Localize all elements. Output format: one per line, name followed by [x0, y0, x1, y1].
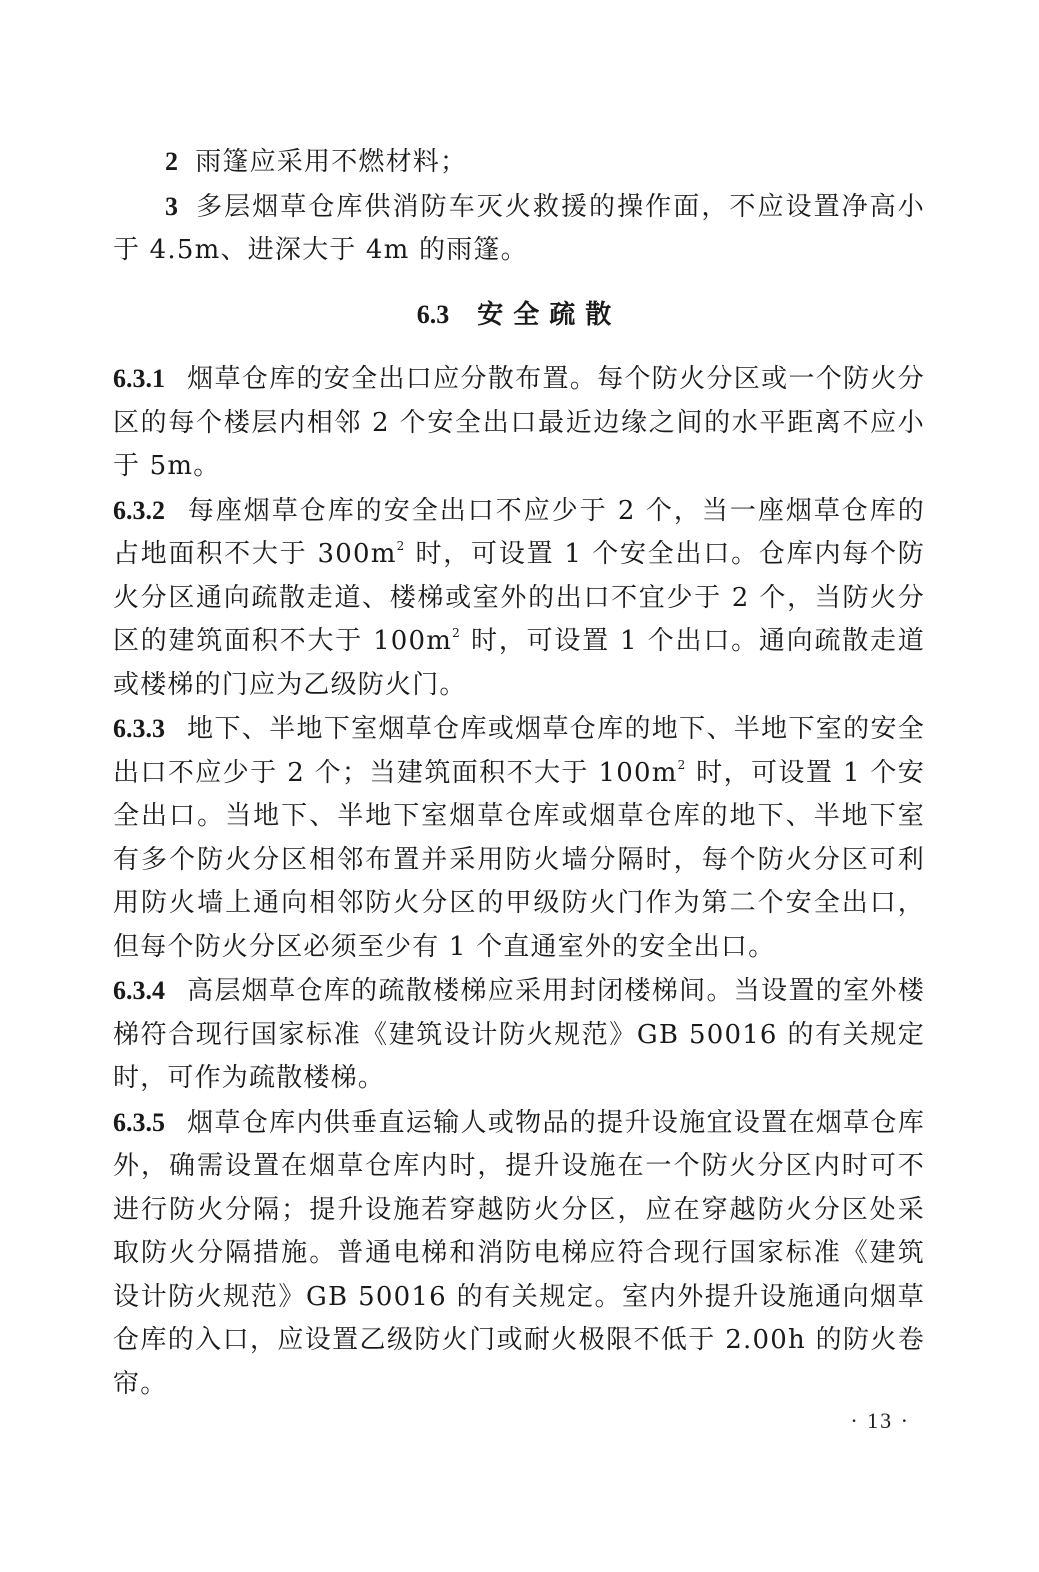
clause-number: 6.3.2: [113, 495, 165, 525]
clause-number: 6.3.4: [113, 976, 165, 1005]
clause-number: 6.3.1: [113, 364, 165, 393]
superscript: 2: [452, 626, 461, 640]
superscript: 2: [677, 757, 687, 772]
section-title: 安全疏散: [477, 299, 622, 330]
item-text: 雨篷应采用不燃材料；: [195, 147, 468, 177]
clause-text: 烟草仓库内供垂直运输人或物品的提升设施宜设置在烟草仓库外，确需设置在烟草仓库内时，提升设施在一个防火分区内时可不进行防火分隔；提升设施若穿越防火分区，应在穿越防火分区处采取防火分隔措施。普通电梯和消防电梯应符合现行国家标准《建筑设计防火规范》GB 50016 的有关规定。室内外提升设施通向烟草仓库的入口，应设置乙级防火门或耐火极限不低于 2.00h 的防火卷帘。: [113, 1107, 925, 1399]
clause-6-3-3: [113, 707, 925, 969]
page-number: · 13 ·: [850, 1408, 910, 1433]
clause-text-part: 每座烟草仓库的安全出口不应少于 2 个，当一座烟草仓库的占地面积不大于 300m: [113, 495, 925, 569]
clause-number: 6.3.5: [113, 1107, 165, 1137]
list-item: [113, 140, 925, 185]
list-item: [113, 185, 925, 273]
item-number: 2: [165, 147, 180, 176]
clause-text-part: 时，可设置 1 个安全出口。仓库内每个防火分区通向疏散走道、楼梯或室外的出口不宜少于 2 个，当防火分区的建筑面积不大于 100m: [113, 539, 925, 656]
clause-6-3-2: [113, 489, 925, 708]
clause-6-3-1: [113, 357, 925, 489]
section-number: 6.3: [416, 299, 450, 329]
item-number: 3: [165, 191, 180, 221]
clause-text-part: 时，可设置 1 个出口。通向疏散走道或楼梯的门应为乙级防火门。: [113, 626, 925, 700]
clause-6-3-5: [113, 1101, 925, 1407]
clause-6-3-4: [113, 969, 925, 1101]
clause-text-part: 地下、半地下室烟草仓库或烟草仓库的地下、半地下室的安全出口不应少于 2 个；当建筑面积不大于 100m: [113, 714, 925, 788]
clause-text-part: 时，可设置 1 个安全出口。当地下、半地下室烟草仓库或烟草仓库的地下、半地下室有多个防火分区相邻布置并采用防火墙分隔时，每个防火分区可利用防火墙上通向相邻防火分区的甲级防火门作为第二个安全出口，但每个防火分区必须至少有 1 个直通室外的安全出口。: [113, 757, 925, 962]
document-body: [113, 140, 925, 1406]
clause-text: 高层烟草仓库的疏散楼梯应采用封闭楼梯间。当设置的室外楼梯符合现行国家标准《建筑设计防火规范》GB 50016 的有关规定时，可作为疏散楼梯。: [113, 976, 925, 1093]
item-text: 多层烟草仓库供消防车灭火救援的操作面，不应设置净高小于 4.5m、进深大于 4m 的雨篷。: [113, 191, 925, 265]
clause-text: 烟草仓库的安全出口应分散布置。每个防火分区或一个防火分区的每个楼层内相邻 2 个安全出口最近边缘之间的水平距离不应小于 5m。: [113, 364, 925, 481]
superscript: 2: [396, 539, 406, 553]
section-heading: [113, 293, 925, 338]
clause-number: 6.3.3: [113, 714, 165, 743]
